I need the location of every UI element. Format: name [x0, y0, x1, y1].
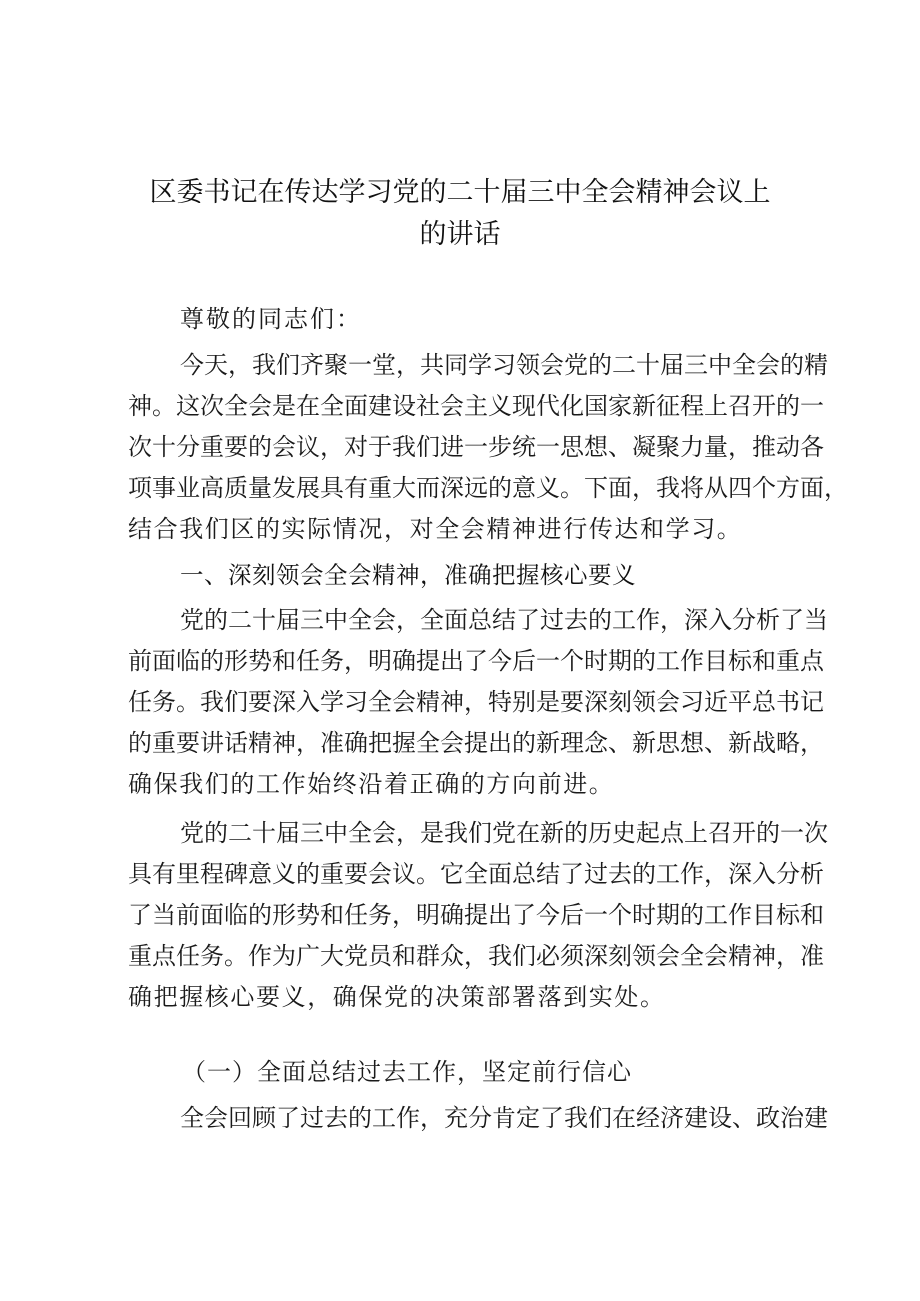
subsection-heading: （一）全面总结过去工作，坚定前行信心	[182, 1058, 632, 1086]
section-heading: 一、深刻领会全会精神，准确把握核心要义	[180, 561, 636, 589]
intro-line: 次十分重要的会议，对于我们进一步统一思想、凝聚力量，推动各	[128, 433, 824, 461]
document-title-line-2: 的讲话	[419, 219, 501, 250]
intro-line: 结合我们区的实际情况，对全会精神进行传达和学习。	[128, 515, 743, 543]
paragraph-line: 全会回顾了过去的工作，充分肯定了我们在经济建设、政治建	[180, 1104, 828, 1132]
intro-line: 今天，我们齐聚一堂，共同学习领会党的二十届三中全会的精	[180, 351, 828, 379]
paragraph-line: 具有里程碑意义的重要会议。它全面总结了过去的工作，深入分析	[128, 860, 824, 888]
paragraph-line: 党的二十届三中全会，是我们党在新的历史起点上召开的一次	[180, 819, 828, 847]
document-title-line-1: 区委书记在传达学习党的二十届三中全会精神会议上	[149, 177, 771, 208]
paragraph-line: 确保我们的工作始终沿着正确的方向前进。	[128, 770, 615, 798]
paragraph-line: 任务。我们要深入学习全会精神，特别是要深刻领会习近平总书记	[128, 688, 824, 716]
intro-line: 项事业高质量发展具有重大而深远的意义。下面，我将从四个方面，	[128, 474, 848, 502]
paragraph-line: 确把握核心要义，确保党的决策部署落到实处。	[128, 983, 666, 1011]
paragraph-line: 前面临的形势和任务，明确提出了今后一个时期的工作目标和重点	[128, 647, 824, 675]
intro-line: 神。这次全会是在全面建设社会主义现代化国家新征程上召开的一	[128, 392, 824, 420]
paragraph-line: 重点任务。作为广大党员和群众，我们必须深刻领会全会精神，准	[128, 942, 824, 970]
salutation: 尊敬的同志们：	[180, 305, 362, 333]
paragraph-line: 了当前面临的形势和任务，明确提出了今后一个时期的工作目标和	[128, 901, 824, 929]
paragraph-line: 的重要讲话精神，准确把握全会提出的新理念、新思想、新战略，	[128, 729, 824, 757]
paragraph-line: 党的二十届三中全会，全面总结了过去的工作，深入分析了当	[180, 606, 828, 634]
